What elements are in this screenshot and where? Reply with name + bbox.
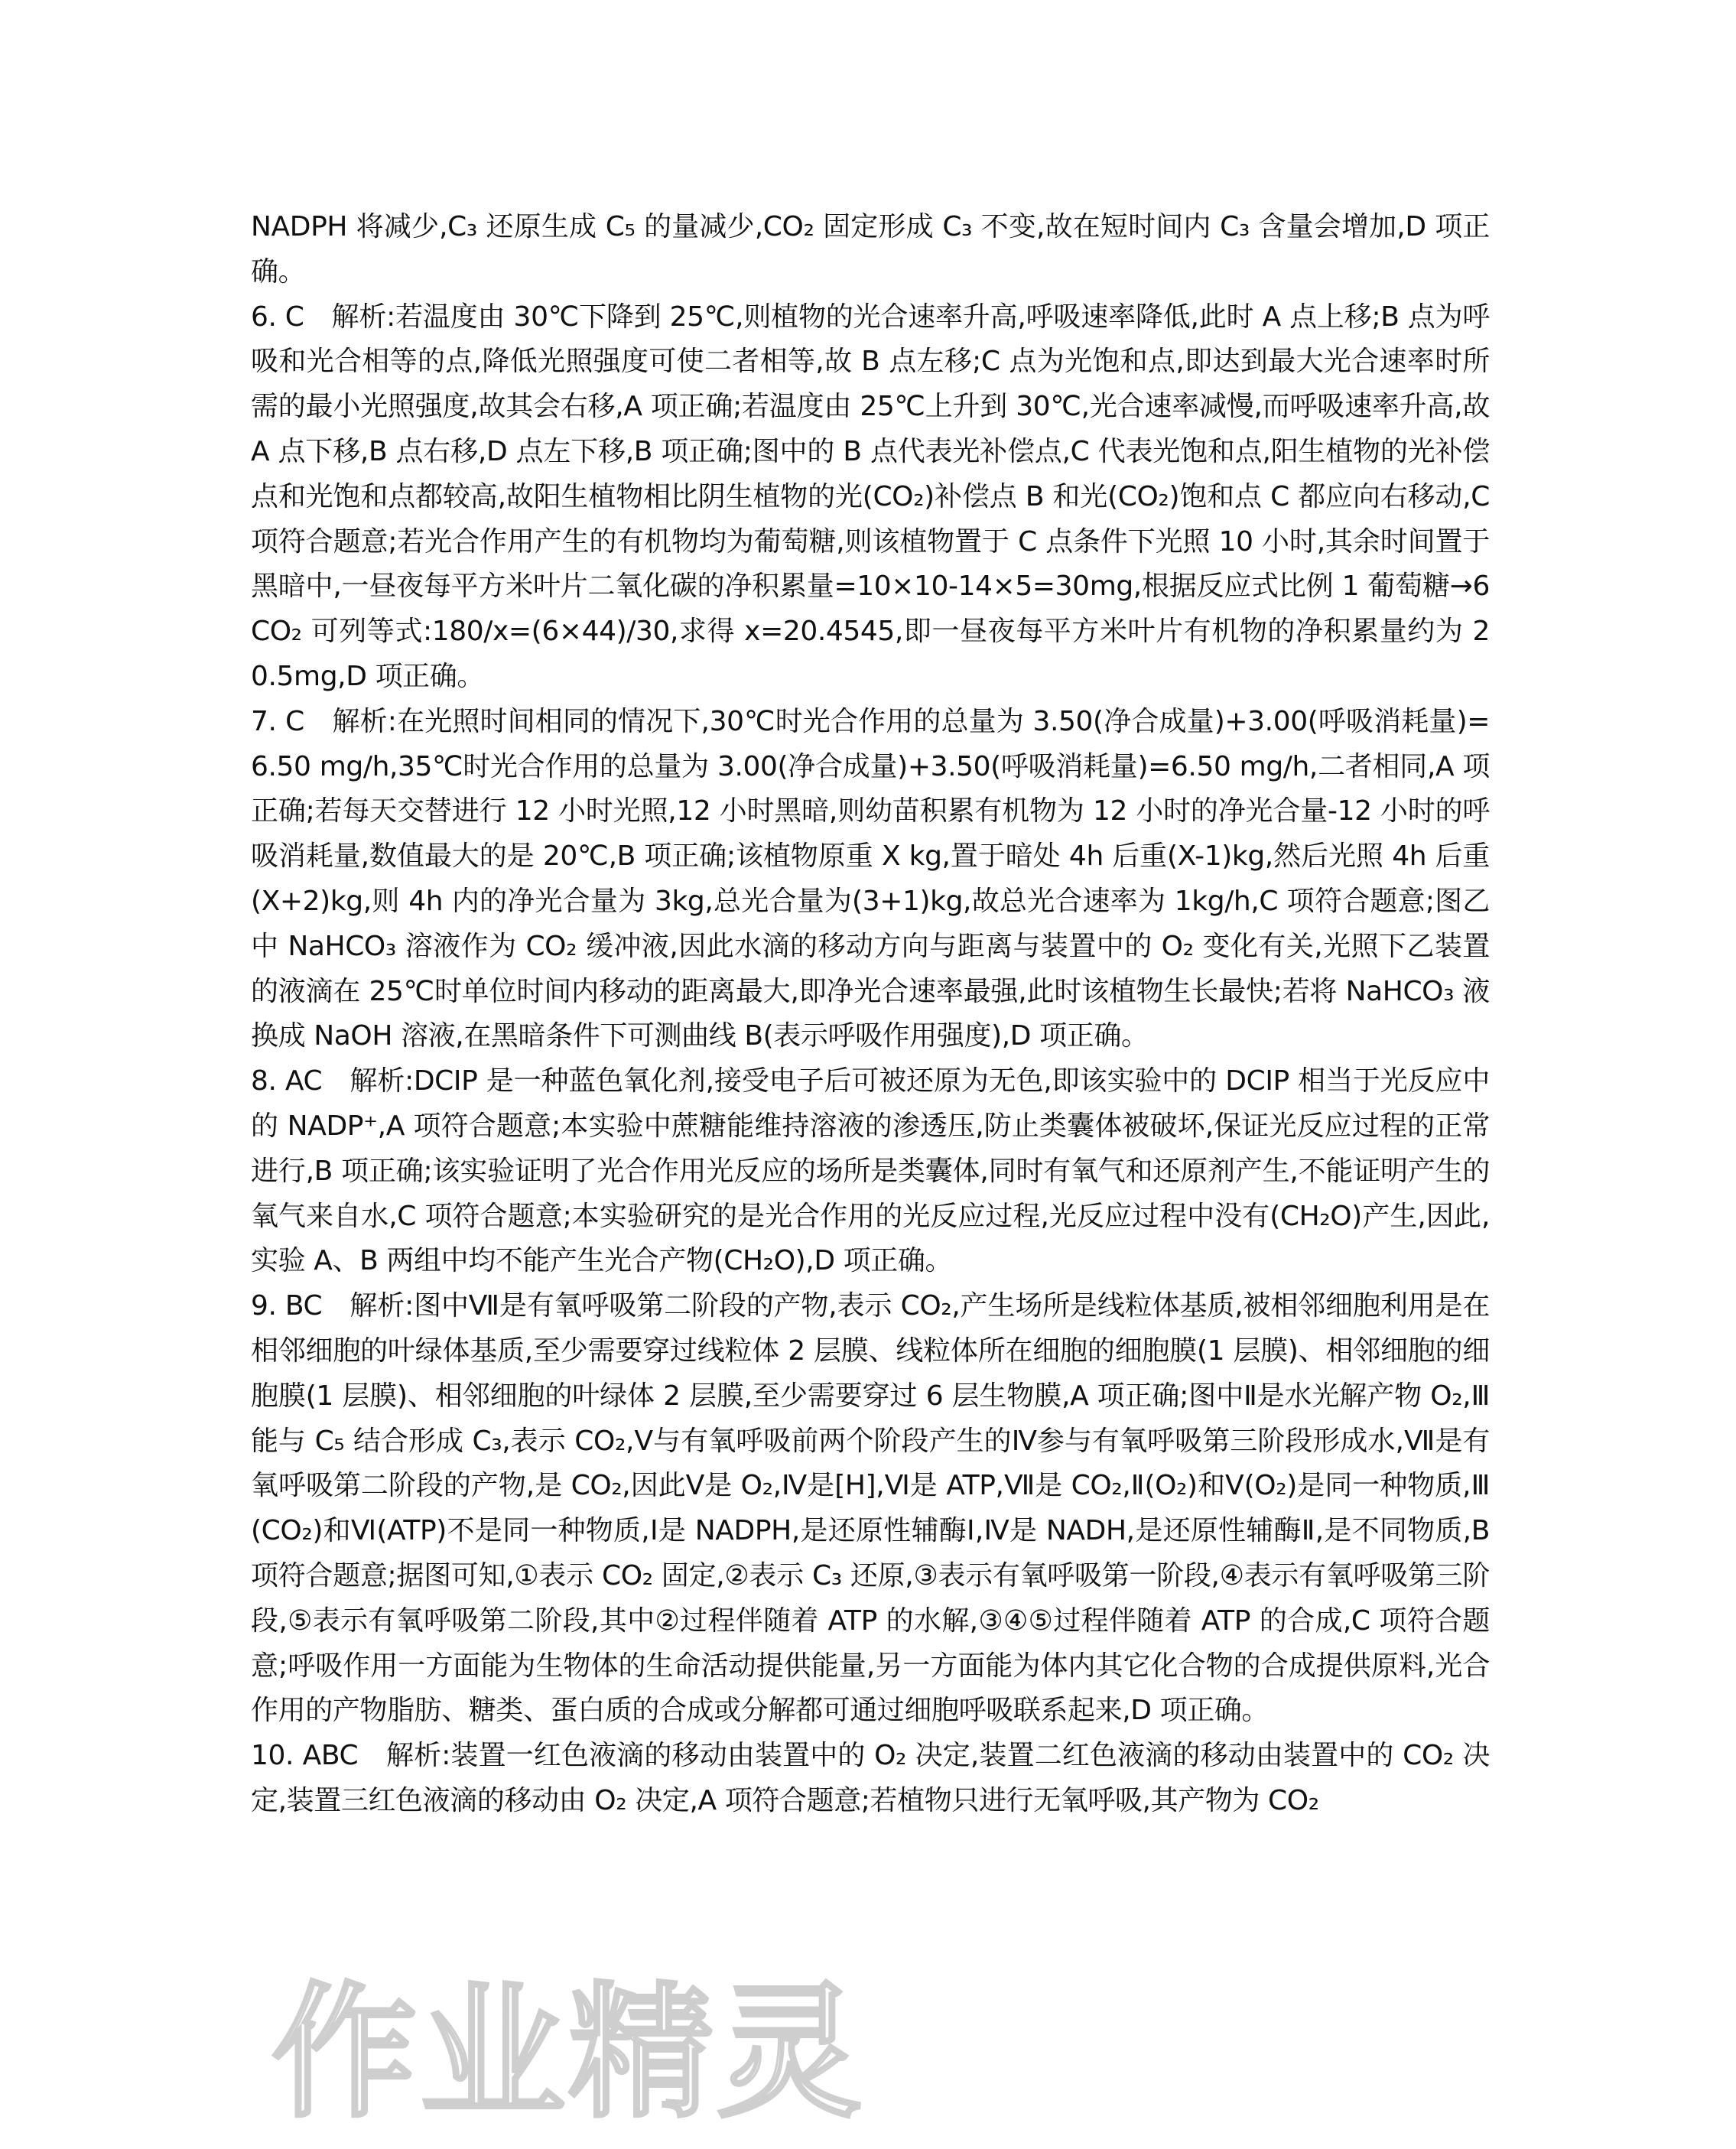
paragraph-text: 解析:若温度由 30℃下降到 25℃,则植物的光合速率升高,呼吸速率降低,此时 A 点上移;B 点为呼吸和光合相等的点,降低光照强度可使二者相等,故 B 点左移;C 点为光饱和点,即达到最大光合速率时所需的最小光照强度,故其会右移,A 项正确;若温度由 25℃上升到 30℃,光合速率减慢,而呼吸速率升高,故 A 点下移,B 点右移,D 点左下移,B 项正确;图中的 B 点代表光补偿点,C 代表光饱和点,阳生植物的光补偿点和光饱和点都较高,故阳生植物相比阴生植物的光(CO₂)补偿点 B 和光(CO₂)饱和点 C 都应向右移动,C 项符合题意;若光合作用产生的有机物均为葡萄糖,则该植物置于 C 点条件下光照 10 小时,其余时间置于黑暗中,一昼夜每平方米叶片二氧化碳的净积累量=10×10-14×5=30mg,根据反应式比例 1 葡萄糖→6CO₂ 可列等式:180/x=(6×44)/30,求得 x=20.4545,即一昼夜每平方米叶片有机物的净积累量约为 20.5mg,D 项正确。 — [251, 301, 1490, 692]
paragraph-text: 解析:图中Ⅶ是有氧呼吸第二阶段的产物,表示 CO₂,产生场所是线粒体基质,被相邻细胞利用是在相邻细胞的叶绿体基质,至少需要穿过线粒体 2 层膜、线粒体所在细胞的细胞膜(1 层膜)、相邻细胞的细胞膜(1 层膜)、相邻细胞的叶绿体 2 层膜,至少需要穿过 6 层生物膜,A 项正确;图中Ⅱ是水光解产物 O₂,Ⅲ能与 C₅ 结合形成 C₃,表示 CO₂,Ⅴ与有氧呼吸前两个阶段产生的Ⅳ参与有氧呼吸第三阶段形成水,Ⅶ是有氧呼吸第二阶段的产物,是 CO₂,因此Ⅴ是 O₂,Ⅳ是[H],Ⅵ是 ATP,Ⅶ是 CO₂,Ⅱ(O₂)和Ⅴ(O₂)是同一种物质,Ⅲ(CO₂)和Ⅵ(ATP)不是同一种物质,Ⅰ是 NADPH,是还原性辅酶Ⅰ,Ⅳ是 NADH,是还原性辅酶Ⅱ,是不同物质,B 项符合题意;据图可知,①表示 CO₂ 固定,②表示 C₃ 还原,③表示有氧呼吸第一阶段,④表示有氧呼吸第三阶段,⑤表示有氧呼吸第二阶段,其中②过程伴随着 ATP 的水解,③④⑤过程伴随着 ATP 的合成,C 项符合题意;呼吸作用一方面能为生物体的生命活动提供能量,另一方面能为体内其它化合物的合成提供原料,光合作用的产物脂肪、糖类、蛋白质的合成或分解都可通过细胞呼吸联系起来,D 项正确。 — [251, 1290, 1490, 1727]
question-number: 7. C — [251, 705, 333, 737]
question-number: 9. BC — [251, 1290, 350, 1322]
question-number: 10. ABC — [251, 1740, 386, 1772]
paragraph-q9 — [251, 1284, 1490, 1734]
paragraph-q5-continued — [251, 205, 1490, 295]
answer-explanations — [251, 205, 1490, 1824]
question-number: 6. C — [251, 301, 332, 333]
paragraph-text: 解析:装置一红色液滴的移动由装置中的 O₂ 决定,装置二红色液滴的移动由装置中的 CO₂ 决定,装置三红色液滴的移动由 O₂ 决定,A 项符合题意;若植物只进行无氧呼吸,其产物为 CO₂ — [251, 1740, 1490, 1816]
question-number: 8. AC — [251, 1065, 350, 1097]
paragraph-text: 解析:DCIP 是一种蓝色氧化剂,接受电子后可被还原为无色,即该实验中的 DCIP 相当于光反应中的 NADP⁺,A 项符合题意;本实验中蔗糖能维持溶液的渗透压,防止类囊体被破坏,保证光反应过程的正常进行,B 项正确;该实验证明了光合作用光反应的场所是类囊体,同时有氧气和还原剂产生,不能证明产生的氧气来自水,C 项符合题意;本实验研究的是光合作用的光反应过程,光反应过程中没有(CH₂O)产生,因此,实验 A、B 两组中均不能产生光合产物(CH₂O),D 项正确。 — [251, 1065, 1490, 1277]
paragraph-q6 — [251, 295, 1490, 700]
watermark-logo: 作业精灵 — [271, 1969, 866, 2138]
paragraph-q10 — [251, 1734, 1490, 1824]
paragraph-q7 — [251, 700, 1490, 1059]
paragraph-text: 解析:在光照时间相同的情况下,30℃时光合作用的总量为 3.50(净合成量)+3.00(呼吸消耗量)=6.50 mg/h,35℃时光合作用的总量为 3.00(净合成量)+3.50(呼吸消耗量)=6.50 mg/h,二者相同,A 项正确;若每天交替进行 12 小时光照,12 小时黑暗,则幼苗积累有机物为 12 小时的净光合量-12 小时的呼吸消耗量,数值最大的是 20℃,B 项正确;该植物原重 X kg,置于暗处 4h 后重(X-1)kg,然后光照 4h 后重(X+2)kg,则 4h 内的净光合量为 3kg,总光合量为(3+1)kg,故总光合速率为 1kg/h,C 项符合题意;图乙中 NaHCO₃ 溶液作为 CO₂ 缓冲液,因此水滴的移动方向与距离与装置中的 O₂ 变化有关,光照下乙装置的液滴在 25℃时单位时间内移动的距离最大,即净光合速率最强,此时该植物生长最快;若将 NaHCO₃ 液换成 NaOH 溶液,在黑暗条件下可测曲线 B(表示呼吸作用强度),D 项正确。 — [251, 705, 1490, 1052]
paragraph-text: NADPH 将减少,C₃ 还原生成 C₅ 的量减少,CO₂ 固定形成 C₃ 不变,故在短时间内 C₃ 含量会增加,D 项正确。 — [251, 211, 1490, 288]
paragraph-q8 — [251, 1059, 1490, 1284]
